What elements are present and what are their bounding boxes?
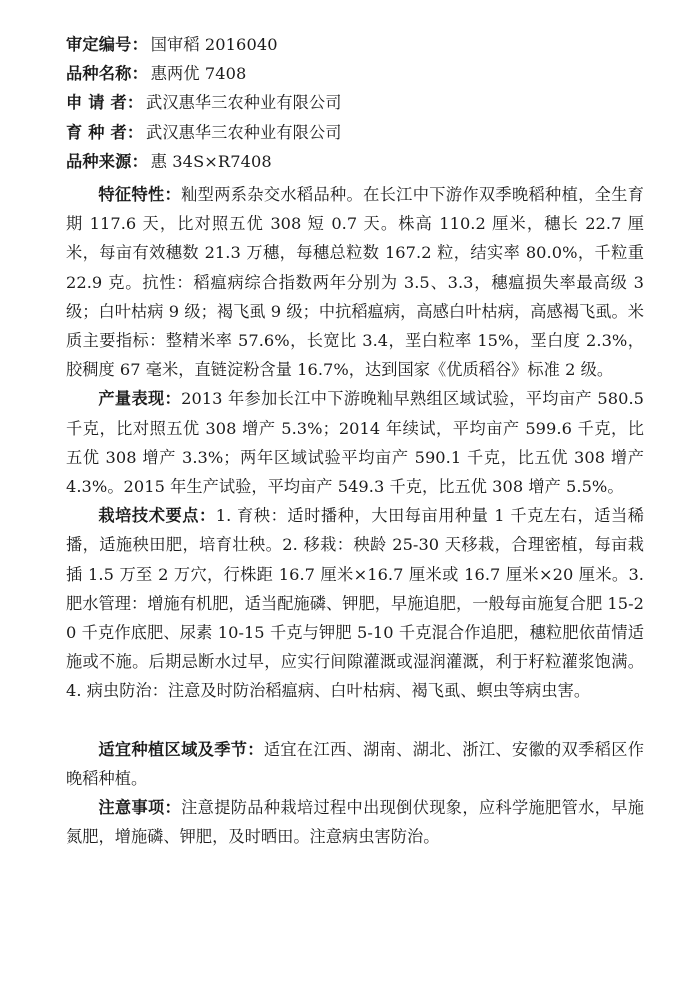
section-text-characteristics: 籼型两系杂交水稻品种。在长江中下游作双季晚稻种植，全生育期 117.6 天，比对照五优 308 短 0.7 天。株高 110.2 厘米，穗长 22.7 厘米，每亩有效穗数 21.3 万穗，每穗总粒数 167.2 粒，结实率 80.0%，千粒重 22.9 克。抗性：稻瘟病综合指数两年分别为 3.5、3.3，穗瘟损失率最高级 3 级；白叶枯病 9 级；褐飞虱 9 级；中抗稻瘟病，高感白叶枯病，高感褐飞虱。米质主要指标：整精米率 57.6%，长宽比 3.4，垩白粒率 15%，垩白度 2.3%，胶稠度 67 毫米，直链淀粉含量 16.7%，达到国家《优质稻谷》标准 2 级。 [66,185,644,380]
section-text-cultivation-techniques: 1. 育秧：适时播种，大田每亩用种量 1 千克左右，适当稀播，适施秧田肥，培育壮秧。2. 移栽：秧龄 25-30 天移栽，合理密植，每亩栽插 1.5 万至 2 万穴，行株距 16.7 厘米×16.7 厘米或 16.7 厘米×20 厘米。3. 肥水管理：增施有机肥，适当配施磷、钾肥，早施追肥，一般每亩施复合肥 15-20 千克作底肥、尿素 10-15 千克与钾肥 5-10 千克混合作追肥，穗粒肥依苗情适施或不施。后期忌断水过早，应实行间隙灌溉或湿润灌溉，利于籽粒灌浆饱满。4. 病虫防治：注意及时防治稻瘟病、白叶枯病、褐飞虱、螟虫等病虫害。 [66,506,644,701]
breeder-label: 育 种 者 [66,122,127,142]
meta-row-variety-name [66,59,644,88]
section-heading-precautions: 注意事项： [98,798,182,818]
section-text-yield-performance: 2013 年参加长江中下游晚籼早熟组区域试验，平均亩产 580.5 千克，比对照五优 308 增产 5.3%；2014 年续试，平均亩产 599.6 千克，比五优 308 增产 3.3%；两年区域试验平均亩产 590.1 千克，比五优 308 增产 4.3%。2015 年生产试验，平均亩产 549.3 千克，比五优 308 增产 5.5%。 [66,389,645,497]
variety-metadata-block [66,30,644,176]
section-precautions [66,793,644,851]
applicant-label: 申 请 者 [66,93,127,113]
section-heading-suitable-region-and-season: 适宜种植区域及季节： [98,739,264,759]
breeder-value: 武汉惠华三农种业有限公司 [146,122,342,142]
section-suitable-region-and-season [66,735,644,793]
section-cultivation-techniques [66,501,644,705]
variety-name-label: 品种名称 [66,64,132,84]
approval-number-colon: ： [131,35,148,54]
meta-row-approval-number [66,30,644,59]
section-heading-yield-performance: 产量表现： [98,389,182,409]
variety-name-colon: ： [131,64,148,84]
document-body [66,180,644,852]
variety-origin-colon: ： [131,151,148,171]
section-yield-performance [66,384,644,501]
meta-row-applicant [66,88,644,117]
variety-origin-value: 惠 34S×R7408 [150,151,272,171]
breeder-colon: ： [126,122,144,142]
variety-name-value: 惠两优 7408 [150,64,247,84]
section-heading-characteristics: 特征特性： [98,185,182,205]
meta-row-breeder [66,118,644,147]
applicant-colon: ： [126,93,144,113]
variety-origin-label: 品种来源 [66,151,132,171]
applicant-value: 武汉惠华三农种业有限公司 [146,93,342,113]
section-heading-cultivation-techniques: 栽培技术要点： [98,506,216,526]
meta-row-variety-origin [66,147,644,176]
section-text-precautions: 注意提防品种栽培过程中出现倒伏现象，应科学施肥管水，早施氮肥，增施磷、钾肥，及时晒田。注意病虫害防治。 [66,798,644,847]
section-text-suitable-region-and-season: 适宜在江西、湖南、湖北、浙江、安徽的双季稻区作晚稻种植。 [66,739,645,789]
approval-number-value: 国审稻 2016040 [150,35,278,54]
section-characteristics [66,180,644,384]
approval-number-label: 审定编号 [66,35,132,54]
